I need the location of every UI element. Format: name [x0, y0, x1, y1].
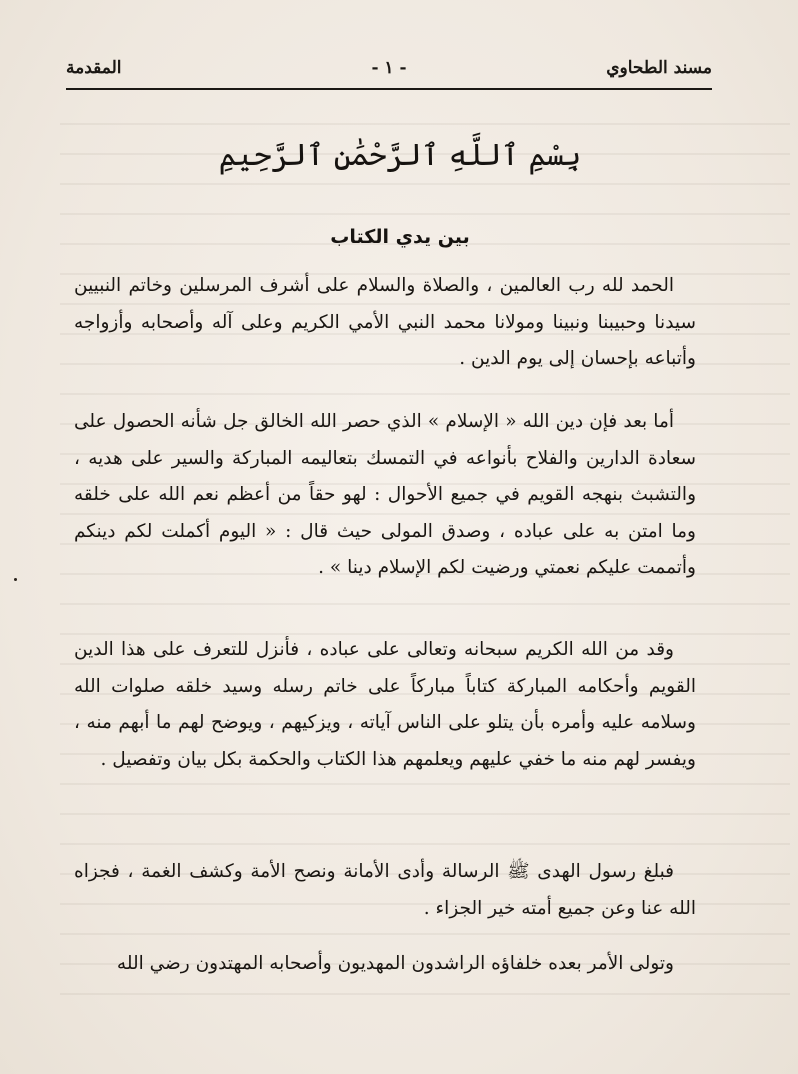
paragraph-4-text: فبلغ رسول الهدى ﷺ الرسالة وأدى الأمانة ونصح الأمة وكشف الغمة ، فجزاه الله عنا وعن جميع أمته خير الجزاء .: [74, 861, 696, 919]
page-number: - ١ -: [371, 58, 407, 78]
paragraph-2: [74, 404, 696, 587]
paragraph-3-text: وقد من الله الكريم سبحانه وتعالى على عباده ، فأنزل للتعرف على هذا الدين القويم وأحكامه المباركة كتاباً مباركاً على خاتم رسله وسيد خلقه صلوات الله وسلامه عليه وأمره بأن يتلو على الناس آياته ، ويزكيهم ، ويوضح لهم ما أبهم منه ، ويفسر لهم منه ما خفي عليهم ويعلمهم هذا الكتاب والحكمة بكل بيان وتفصيل .: [74, 639, 696, 770]
section-heading: بين يدي الكتاب: [330, 226, 470, 248]
paragraph-5-text: وتولى الأمر بعده خلفاؤه الراشدون المهديون وأصحابه المهتدون رضي الله: [116, 953, 674, 974]
paragraph-5: [74, 946, 696, 983]
basmala: بِسْمِ ٱللَّهِ ٱلرَّحْمَٰنِ ٱلرَّحِيمِ: [218, 138, 582, 173]
paragraph-2-text: أما بعد فإن دين الله « الإسلام » الذي حصر الله الخالق جل شأنه الحصول على سعادة الدارين والفلاح بأنواعه في التمسك بتعاليمه المباركة والسير على هديه ، والتشبث بنهجه القويم في جميع الأحوال : لهو حقاً من أعظم نعم الله على خلقه وما امتن به على عباده ، وصدق المولى حيث قال : « اليوم أكملت لكم دينكم وأتممت عليكم نعمتي ورضيت لكم الإسلام دينا » .: [74, 411, 696, 578]
paragraph-3: [74, 632, 696, 778]
header-rule: [66, 88, 712, 90]
paragraph-4: [74, 854, 696, 927]
paragraph-1-text: الحمد لله رب العالمين ، والصلاة والسلام على أشرف المرسلين وخاتم النبيين سيدنا وحبيبنا ونبينا ومولانا محمد النبي الأمي الكريم وعلى آله وأصحابه وأزواجه وأتباعه بإحسان إلى يوم الدين .: [74, 275, 696, 369]
page-header: [66, 58, 712, 92]
paragraph-1: [74, 268, 696, 378]
book-title: مسند الطحاوي: [606, 58, 712, 78]
margin-speck: [14, 578, 17, 581]
section-title: المقدمة: [66, 58, 122, 78]
